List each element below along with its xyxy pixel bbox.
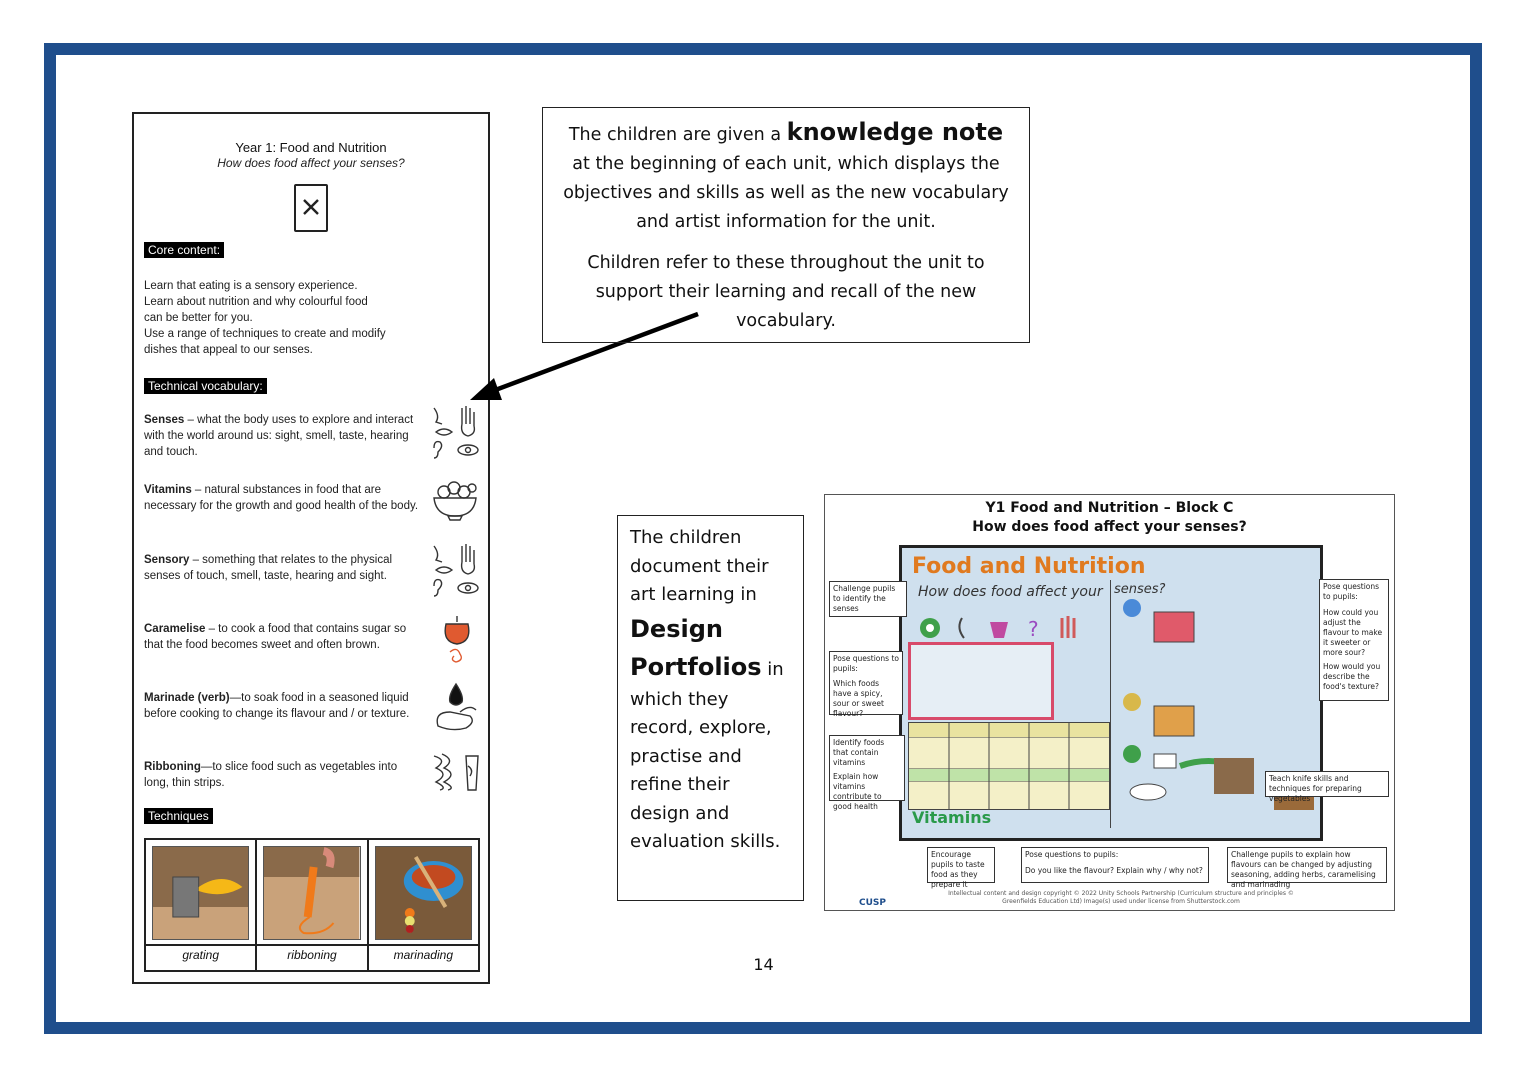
technique-label: marinading (393, 948, 453, 962)
vocab-header: Technical vocabulary: (144, 378, 267, 394)
ribbon-strips-icon (430, 752, 484, 797)
kn-subtitle: How does food affect your senses? (217, 156, 405, 170)
vocab-caramelise: Caramelise – to cook a food that contains sugar so that the food becomes sweet and often brown. (144, 623, 407, 651)
techniques-header: Techniques (144, 808, 213, 824)
sheet-question: How does food affect your (918, 584, 1103, 600)
technique-label: grating (182, 948, 220, 962)
caramel-apple-icon (440, 614, 474, 671)
slide-title: Y1 Food and Nutrition – Block C How does food affect your senses? (972, 500, 1247, 535)
recipe-book-icon (294, 184, 328, 232)
techniques-table (144, 838, 480, 972)
kn-title: Year 1: Food and Nutrition (235, 140, 387, 155)
technique-grating (146, 840, 257, 970)
slide-copyright: Intellectual content and design copyright © 2022 Unity Schools Partnership (Curriculum structure and principles © Greenfields Education Ltd) Image(s) used under license from Shutterstock.com (948, 890, 1294, 905)
design-portfolio-callout: The children document their art learning in Design Portfolios in which they record, explore, practise and refine their design and evaluation skills. (617, 515, 804, 901)
note-pose-questions-flavour: Pose questions to pupils: Which foods have a spicy, sour or sweet flavour? (829, 651, 903, 715)
vocab-marinade: Marinade (verb)—to soak food in a seasoned liquid before cooking to change its flavour and / or texture. (144, 692, 410, 720)
core-content-text: Learn that eating is a sensory experience. Learn about nutrition and why colourful food can be better for you. Use a range of techniques to create and modify dishes that appeal to our senses. (144, 280, 386, 356)
note-pose-questions-like: Pose questions to pupils: Do you like the flavour? Explain why / why not? (1021, 847, 1209, 883)
cusp-logo: CUSP (859, 898, 886, 908)
ribboning-photo (263, 846, 360, 940)
note-vitamins: Identify foods that contain vitamins Explain how vitamins contribute to good health (829, 735, 905, 801)
portfolio-slide (824, 494, 1395, 911)
sensory-sentences (908, 642, 1054, 720)
vocab-ribboning: Ribboning—to slice food such as vegetables into long, thin strips. (144, 761, 398, 789)
sheet-divider (1110, 580, 1111, 828)
page-number: 14 (753, 955, 774, 974)
vocab-senses: Senses – what the body uses to explore and interact with the world around us: sight, smell, taste, hearing and touch. (144, 414, 414, 458)
portfolio-sheet (899, 545, 1323, 841)
svg-text:?: ? (1028, 617, 1039, 641)
technique-marinading (369, 840, 478, 970)
knowledge-note-callout: The children are given a knowledge note at the beginning of each unit, which displays the objectives and skills as well as the new vocabulary and artist information for the unit. Children refer to these throughout the unit to support their learning and recall of the new vocabulary. (542, 107, 1030, 343)
note-pose-questions-sweeter: Pose questions to pupils: How could you adjust the flavour to make it sweeter or more sour? How would you describe the food's texture? (1319, 579, 1389, 701)
vocab-vitamins: Vitamins – natural substances in food that are necessary for the growth and good health of the body. (144, 484, 419, 512)
technique-label: ribboning (287, 948, 337, 962)
senses-icon (430, 542, 482, 605)
fruit-bowl-icon (430, 476, 480, 527)
vitamins-heading: Vitamins (912, 808, 992, 827)
marinade-drop-icon (430, 682, 480, 737)
note-encourage-tasting: Encourage pupils to taste food as they prepare it (927, 847, 995, 883)
sensory-table (908, 722, 1110, 810)
note-challenge-flavours: Challenge pupils to explain how flavours can be changed by adjusting seasoning, adding herbs, caramelising and marinading (1227, 847, 1387, 883)
senses-icon (430, 404, 482, 467)
note-challenge-senses: Challenge pupils to identify the senses (829, 581, 907, 617)
marinading-photo (375, 846, 472, 940)
sheet-question-2: senses? (1114, 582, 1166, 597)
note-knife-skills: Teach knife skills and techniques for preparing vegetables (1265, 771, 1389, 797)
vocab-sensory: Sensory – something that relates to the physical senses of touch, smell, taste, hearing and sight. (144, 554, 393, 582)
technique-ribboning (257, 840, 368, 970)
knowledge-note (132, 112, 490, 984)
core-content-header: Core content: (144, 242, 224, 258)
grating-photo (152, 846, 249, 940)
sheet-heading: Food and Nutrition (912, 554, 1146, 579)
